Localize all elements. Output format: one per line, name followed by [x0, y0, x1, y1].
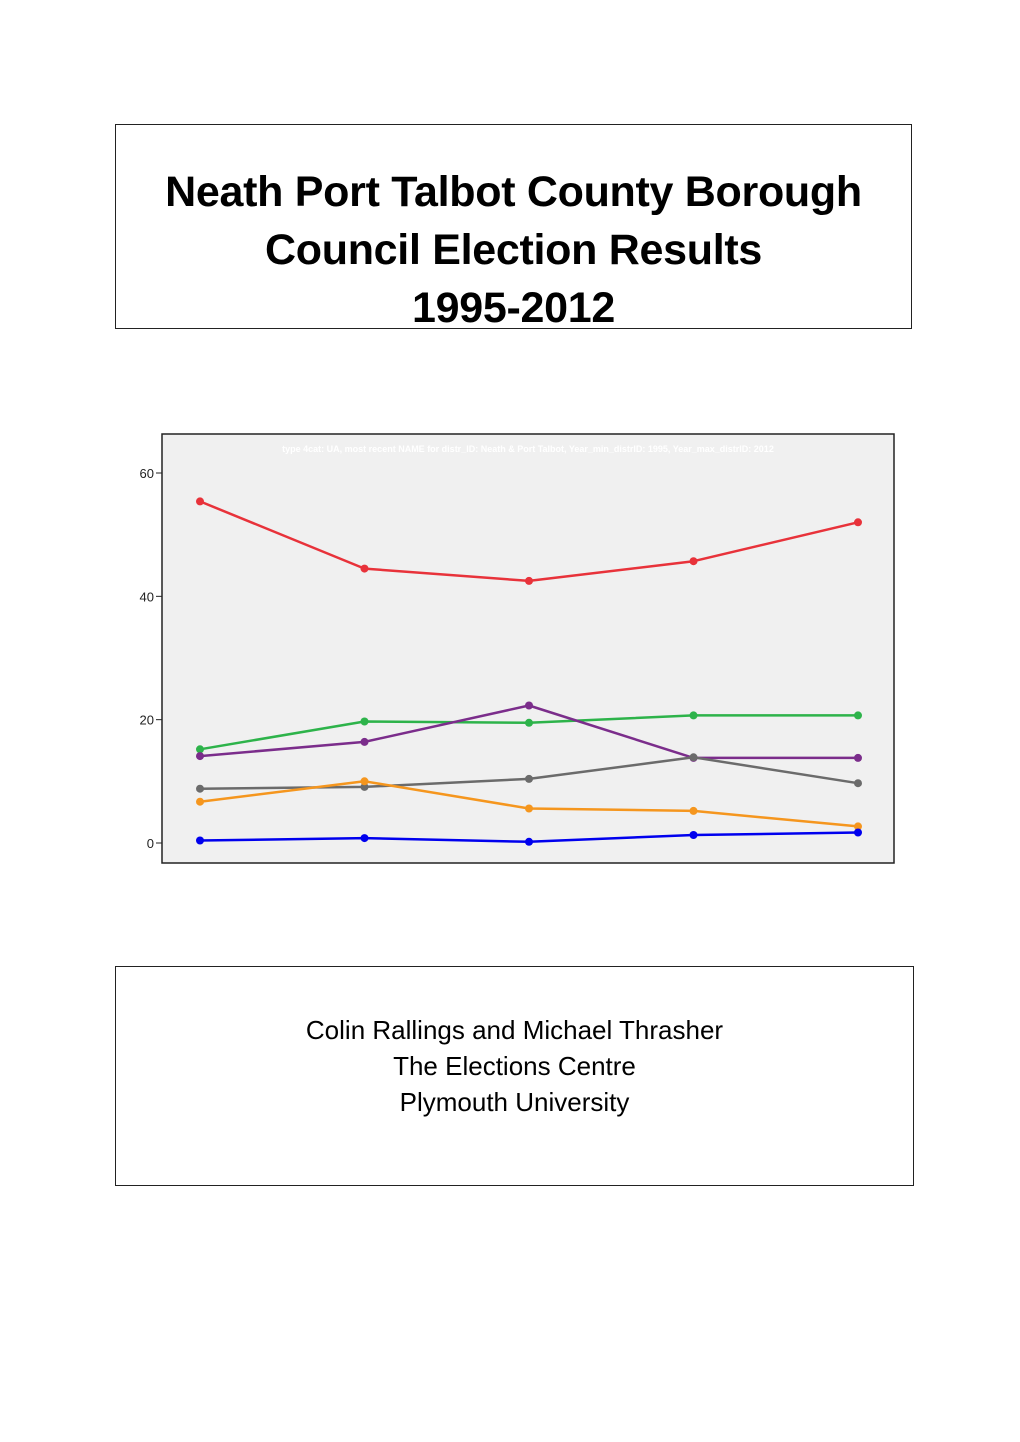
data-point-series-6 — [196, 837, 204, 845]
data-point-series-3 — [525, 702, 533, 710]
data-point-series-2 — [690, 711, 698, 719]
data-point-series-1 — [525, 577, 533, 585]
document-title-line-3: 1995-2012 — [412, 284, 615, 332]
y-tick-label: 0 — [146, 836, 154, 851]
data-point-series-6 — [361, 834, 369, 842]
data-point-series-1 — [361, 565, 369, 573]
data-point-series-6 — [690, 831, 698, 839]
data-point-series-2 — [854, 711, 862, 719]
data-point-series-4 — [690, 753, 698, 761]
plot-area — [162, 434, 894, 863]
chart-title: type 4cat: UA, most recent NAME for distr_ID: Neath & Port Talbot, Year_min_distrID: 1995, Year_max_distrID: 2012 — [282, 444, 774, 454]
data-point-series-3 — [854, 754, 862, 762]
data-point-series-5 — [361, 777, 369, 785]
data-point-series-6 — [854, 829, 862, 837]
y-tick-label: 40 — [139, 589, 154, 605]
credit-box — [115, 966, 914, 1186]
university-text: Plymouth University — [399, 1087, 630, 1117]
y-tick-label: 60 — [139, 466, 154, 481]
document-title-line-2: Council Election Results — [265, 226, 762, 274]
data-point-series-4 — [196, 785, 204, 793]
chart-svg — [115, 430, 905, 870]
data-point-series-1 — [196, 497, 204, 505]
y-tick-label: 20 — [139, 712, 154, 728]
y-axis — [140, 466, 162, 851]
data-point-series-3 — [196, 752, 204, 760]
data-point-series-5 — [525, 805, 533, 813]
title-box — [115, 124, 912, 332]
data-point-series-1 — [854, 518, 862, 526]
data-point-series-2 — [196, 745, 204, 753]
data-point-series-4 — [525, 775, 533, 783]
data-point-series-2 — [525, 719, 533, 727]
data-point-series-5 — [690, 807, 698, 815]
data-point-series-4 — [854, 779, 862, 787]
election-results-chart — [115, 430, 905, 870]
data-point-series-3 — [361, 738, 369, 746]
centre-text: The Elections Centre — [393, 1051, 636, 1081]
data-point-series-2 — [361, 718, 369, 726]
authors-text: Colin Rallings and Michael Thrasher — [305, 1015, 724, 1045]
data-point-series-6 — [525, 838, 533, 846]
data-point-series-5 — [196, 798, 204, 806]
document-title-line-1: Neath Port Talbot County Borough — [165, 168, 862, 216]
data-point-series-1 — [690, 557, 698, 565]
